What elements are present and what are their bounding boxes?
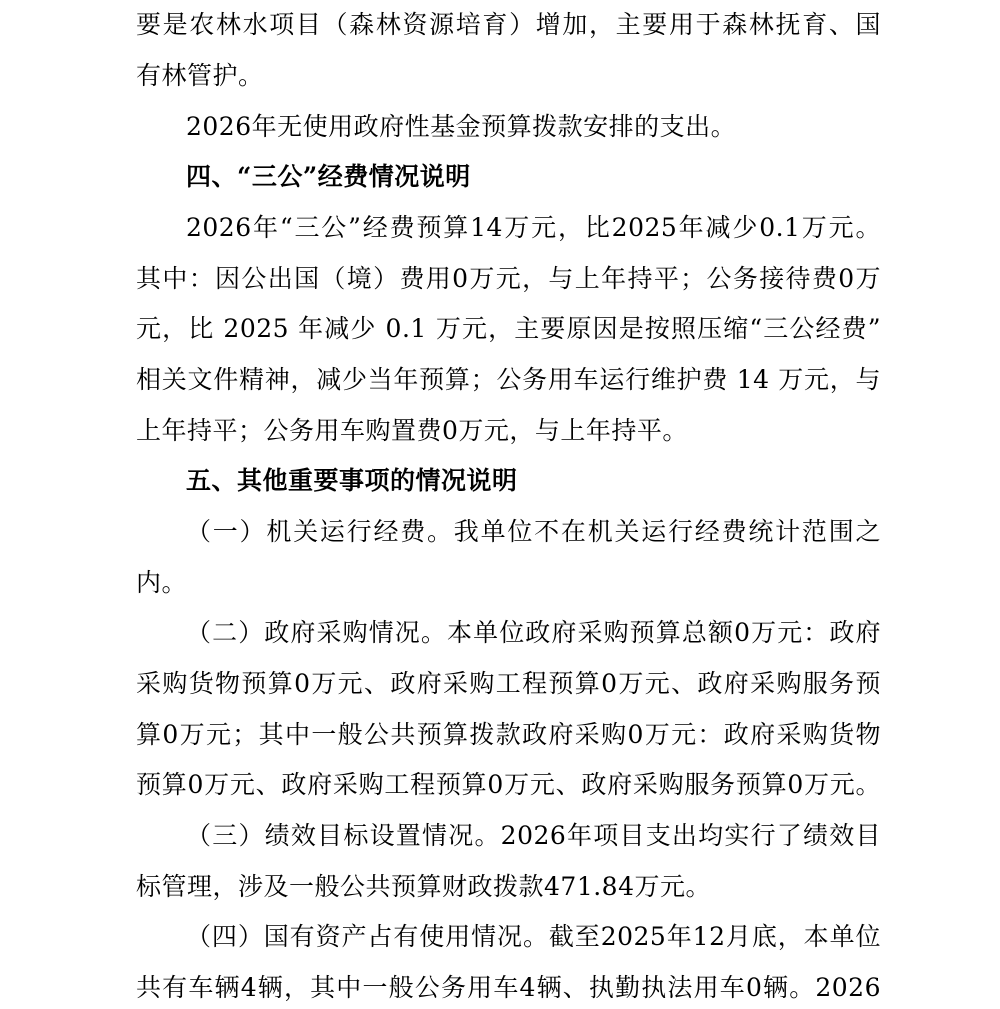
paragraph-line-7: 元，比 2025 年减少 0.1 万元，主要原因是按照压缩“三公经费” [136, 314, 881, 343]
section-heading-5: 五、其他重要事项的情况说明 [186, 466, 518, 495]
paragraph-line-2: 有林管护。 [136, 61, 264, 90]
paragraph-line-8: 相关文件精神，减少当年预算；公务用车运行维护费 14 万元，与 [136, 365, 881, 394]
paragraph-line-1: 要是农林水项目（森林资源培育）增加，主要用于森林抚育、国 [136, 10, 881, 39]
paragraph-line-20: 共有车辆4辆，其中一般公务用车4辆、执勤执法用车0辆。2026 [136, 973, 881, 1002]
paragraph-line-19: （四）国有资产占有使用情况。截至2025年12月底，本单位 [186, 922, 881, 951]
paragraph-line-18: 标管理，涉及一般公共预算财政拨款471.84万元。 [136, 872, 711, 901]
paragraph-line-17: （三）绩效目标设置情况。2026年项目支出均实行了绩效目 [186, 821, 881, 850]
paragraph-line-3: 2026年无使用政府性基金预算拨款安排的支出。 [186, 112, 737, 141]
paragraph-line-5: 2026年“三公”经费预算14万元，比2025年减少0.1万元。 [186, 213, 881, 242]
paragraph-line-15: 算0万元；其中一般公共预算拨款政府采购0万元：政府采购货物 [136, 720, 881, 749]
paragraph-line-6: 其中：因公出国（境）费用0万元，与上年持平；公务接待费0万 [136, 264, 881, 293]
paragraph-line-14: 采购货物预算0万元、政府采购工程预算0万元、政府采购服务预 [136, 669, 881, 698]
document-page [136, 0, 881, 1009]
section-heading-4: 四、“三公”经费情况说明 [186, 162, 471, 191]
paragraph-line-11: （一）机关运行经费。我单位不在机关运行经费统计范围之 [186, 517, 881, 546]
paragraph-line-12: 内。 [136, 568, 188, 597]
paragraph-line-16: 预算0万元、政府采购工程预算0万元、政府采购服务预算0万元。 [136, 770, 881, 799]
paragraph-line-9: 上年持平；公务用车购置费0万元，与上年持平。 [136, 416, 688, 445]
paragraph-line-13: （二）政府采购情况。本单位政府采购预算总额0万元：政府 [186, 618, 881, 647]
